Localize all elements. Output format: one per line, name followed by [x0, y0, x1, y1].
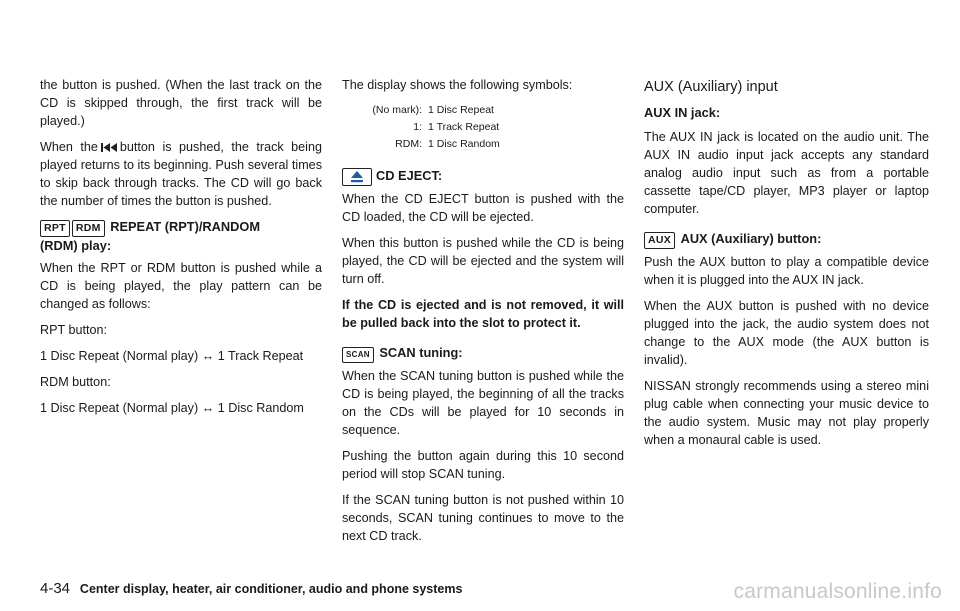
symbols-list — [348, 102, 624, 153]
rpt-line: 1 Disc Repeat (Normal play) ↔ 1 Track Repeat — [40, 349, 304, 363]
middle-column — [342, 76, 624, 553]
paragraph-continuation: the button is pushed. (When the last track on the CD is skipped through, the first track will be played.) — [40, 78, 322, 128]
rpt-label: RPT button: — [40, 323, 107, 337]
symbol-row — [348, 102, 624, 119]
symbol-key: (No mark): — [372, 104, 422, 116]
paragraph-aux-3: NISSAN strongly recommends using a stereo mini plug cable when connecting your music device to the audio system. Music may not play properly when a monaural cable is used. — [644, 379, 929, 447]
paragraph-aux-2: When the AUX button is pushed with no device plugged into the jack, the audio system does not change to the AUX mode (the AUX button is invalid). — [644, 299, 929, 367]
eject-icon — [342, 168, 372, 186]
scan-heading-text: SCAN tuning: — [379, 344, 463, 360]
skip-back-text-pre: When the — [40, 140, 98, 154]
paragraph-scan-3: If the SCAN tuning button is not pushed within 10 seconds, SCAN tuning continues to move to the next CD track. — [342, 492, 624, 543]
aux-button-heading — [644, 230, 929, 249]
paragraph-eject-2: When this button is pushed while the CD is being played, the CD will be ejected and the system will turn off. — [342, 235, 624, 286]
aux-section-title: AUX (Auxiliary) input — [644, 79, 778, 95]
repeat-heading-text-a: REPEAT (RPT)/RANDOM — [110, 219, 260, 234]
left-column — [40, 76, 322, 425]
paragraph-play-pattern: When the RPT or RDM button is pushed while a CD is being played, the play pattern can be changed as follows: — [40, 261, 322, 311]
aux-button-icon: AUX — [644, 232, 675, 249]
skip-back-icon — [101, 143, 117, 152]
cd-eject-heading-text: CD EJECT: — [376, 168, 443, 183]
symbol-row — [348, 119, 624, 136]
symbol-key: RDM: — [395, 138, 422, 150]
page-footer — [40, 580, 462, 597]
symbol-value: 1 Track Repeat — [428, 121, 500, 133]
paragraph-eject-1: When the CD EJECT button is pushed with the CD loaded, the CD will be ejected. — [342, 191, 624, 224]
watermark: carmanualsonline.info — [733, 580, 942, 603]
page-number: 4-34 — [40, 580, 71, 597]
aux-button-heading-text: AUX (Auxiliary) button: — [680, 231, 822, 246]
paragraph-aux-1: Push the AUX button to play a compatible device when it is plugged into the AUX IN jack. — [644, 255, 929, 287]
rdm-label: RDM button: — [40, 375, 111, 389]
right-column — [644, 78, 929, 457]
repeat-random-heading — [40, 218, 322, 255]
aux-jack-heading: AUX IN jack: — [644, 105, 721, 120]
symbol-value: 1 Disc Random — [428, 138, 500, 150]
symbol-row — [348, 136, 624, 153]
rdm-button-icon: RDM — [72, 220, 105, 237]
paragraph-aux-jack: The AUX IN jack is located on the audio unit. The AUX IN audio input jack accepts any standard analog audio input such as from a portable cassette tape/CD player, MP3 player or laptop computer. — [644, 130, 929, 216]
paragraph-scan-1: When the SCAN tuning button is pushed while the CD is being played, the beginning of all the tracks on the CDs will be played for 10 seconds in sequence. — [342, 368, 624, 437]
cd-eject-heading — [342, 167, 624, 186]
rdm-line: 1 Disc Repeat (Normal play) ↔ 1 Disc Random — [40, 401, 304, 415]
symbol-value: 1 Disc Repeat — [428, 104, 494, 116]
rpt-button-icon: RPT — [40, 220, 70, 237]
eject-warning: If the CD is ejected and is not removed, it will be pulled back into the slot to protect it. — [342, 297, 624, 330]
skip-back-text-post: button is pushed, the track being played returns to its beginning. Push several times to skip back through tracks. The CD will go back the number of times the button is pushed. — [40, 140, 322, 208]
scan-heading — [342, 344, 624, 363]
paragraph-skip-back — [40, 138, 322, 210]
repeat-heading-text-b: (RDM) play: — [40, 238, 112, 253]
paragraph-scan-2: Pushing the button again during this 10 second period will stop SCAN tuning. — [342, 448, 624, 481]
scan-button-icon: SCAN — [342, 347, 374, 363]
section-title: Center display, heater, air conditioner, audio and phone systems — [79, 582, 463, 596]
symbols-intro: The display shows the following symbols: — [342, 78, 573, 92]
symbol-key: 1: — [413, 121, 422, 133]
